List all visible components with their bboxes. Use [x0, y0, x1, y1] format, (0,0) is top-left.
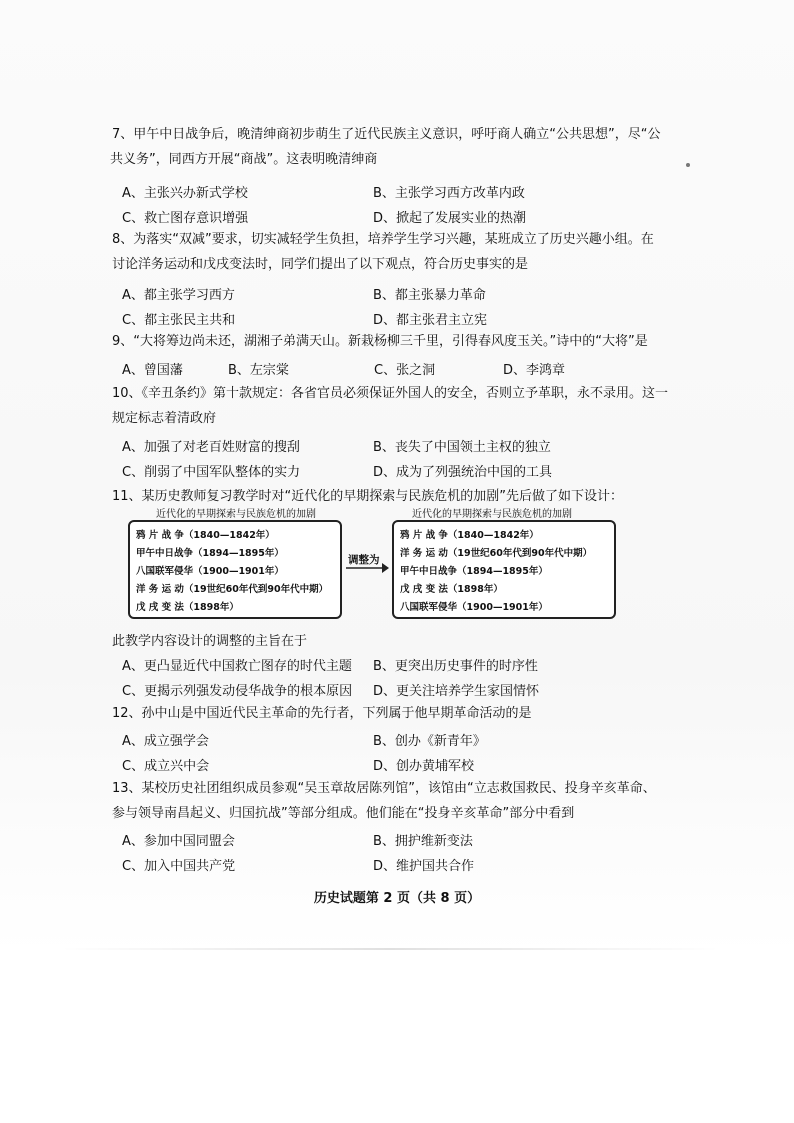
diagram-right-title: 近代化的早期探索与民族危机的加剧 [412, 509, 572, 520]
timeline-item: 甲午中日战争（1894—1895年） [136, 548, 284, 559]
question-10 [112, 381, 672, 431]
option-c: C、更揭示列强发动侵华战争的根本原因 [122, 684, 353, 699]
arrow-right-icon [344, 560, 390, 574]
option-b: B、丧失了中国领土主权的独立 [373, 440, 551, 455]
question-follow-up: 此教学内容设计的调整的主旨在于 [112, 634, 308, 649]
option-c: C、张之洞 [374, 363, 436, 378]
option-d: D、创办黄埔军校 [373, 759, 475, 774]
option-b: B、主张学习西方改革内政 [373, 186, 525, 201]
timeline-item: 八国联军侵华（1900—1901年） [136, 566, 284, 577]
option-c: C、加入中国共产党 [122, 859, 236, 874]
question-9 [112, 329, 672, 354]
original-design-box [128, 520, 342, 619]
page-footer: 历史试题第 2 页（共 8 页） [313, 891, 481, 906]
option-c: C、都主张民主共和 [122, 313, 236, 328]
option-a: A、曾国藩 [122, 363, 183, 378]
option-a: A、主张兴办新式学校 [122, 186, 248, 201]
option-a: A、更凸显近代中国救亡图存的时代主题 [122, 659, 352, 674]
option-d: D、掀起了发展实业的热潮 [373, 211, 527, 226]
timeline-item: 鸦 片 战 争（1840—1842年） [400, 530, 539, 541]
timeline-item: 甲午中日战争（1894—1895年） [400, 566, 548, 577]
adjust-label: 调整为 [348, 554, 380, 566]
question-stem-line: 共义务”，同西方开展“商战”。这表明晚清绅商 [110, 152, 378, 167]
option-b: B、都主张暴力革命 [373, 288, 486, 303]
option-d: D、成为了列强统治中国的工具 [373, 465, 553, 480]
question-stem-line: 11、某历史教师复习教学时对“近代化的早期探索与民族危机的加剧”先后做了如下设计： [112, 489, 624, 504]
option-d: D、都主张君主立宪 [373, 313, 488, 328]
timeline-item: 八国联军侵华（1900—1901年） [400, 602, 548, 613]
question-stem-line: 讨论洋务运动和戊戌变法时，同学们提出了以下观点，符合历史事实的是 [112, 257, 529, 272]
timeline-item: 鸦 片 战 争（1840—1842年） [136, 530, 275, 541]
diagram-left-title: 近代化的早期探索与民族危机的加剧 [156, 509, 316, 520]
option-b: B、左宗棠 [228, 363, 289, 378]
option-b: B、拥护维新变法 [373, 834, 473, 849]
option-d: D、更关注培养学生家国情怀 [373, 684, 540, 699]
option-c: C、成立兴中会 [122, 759, 210, 774]
page-edge-shadow [60, 948, 720, 950]
timeline-item: 戊 戌 变 法（1898年） [400, 584, 503, 595]
question-7 [112, 122, 672, 172]
question-stem-line: 规定标志着清政府 [112, 411, 217, 426]
option-a: A、参加中国同盟会 [122, 834, 235, 849]
timeline-item: 洋 务 运 动（19世纪60年代到90年代中期） [400, 548, 593, 559]
option-b: B、创办《新青年》 [373, 734, 486, 749]
option-a: A、都主张学习西方 [122, 288, 235, 303]
adjusted-design-box [392, 520, 616, 619]
timeline-item: 戊 戌 变 法（1898年） [136, 602, 239, 613]
option-b: B、更突出历史事件的时序性 [373, 659, 538, 674]
option-c: C、救亡图存意识增强 [122, 211, 249, 226]
option-c: C、削弱了中国军队整体的实力 [122, 465, 301, 480]
timeline-item: 洋 务 运 动（19世纪60年代到90年代中期） [136, 584, 329, 595]
question-12 [112, 701, 672, 726]
question-stem-line: 10、《辛丑条约》第十款规定：各省官员必须保证外国人的安全，否则立予革职，永不录用。这一 [112, 386, 669, 401]
question-stem-line: 8、为落实“双减”要求，切实减轻学生负担，培养学生学习兴趣，某班成立了历史兴趣小组。在 [112, 232, 654, 247]
question-stem-line: 9、“大将筹边尚未还，湖湘子弟满天山。新栽杨柳三千里，引得春风度玉关。”诗中的“大将”是 [112, 334, 648, 349]
scan-speck [686, 163, 690, 167]
option-a: A、成立强学会 [122, 734, 209, 749]
question-13 [112, 776, 672, 826]
question-stem-line: 7、甲午中日战争后，晚清绅商初步萌生了近代民族主义意识，呼吁商人确立“公共思想”，尽“公 [112, 127, 661, 142]
question-stem-line: 13、某校历史社团组织成员参观“吴玉章故居陈列馆”，该馆由“立志救国救民、投身辛亥革命、 [112, 781, 656, 796]
question-stem-line: 参与领导南昌起义、归国抗战”等部分组成。他们能在“投身辛亥革命”部分中看到 [112, 806, 575, 821]
question-8 [112, 227, 672, 277]
option-d: D、维护国共合作 [373, 859, 475, 874]
option-a: A、加强了对老百姓财富的搜刮 [122, 440, 300, 455]
option-d: D、李鸿章 [503, 363, 566, 378]
question-stem-line: 12、孙中山是中国近代民主革命的先行者，下列属于他早期革命活动的是 [112, 706, 532, 721]
